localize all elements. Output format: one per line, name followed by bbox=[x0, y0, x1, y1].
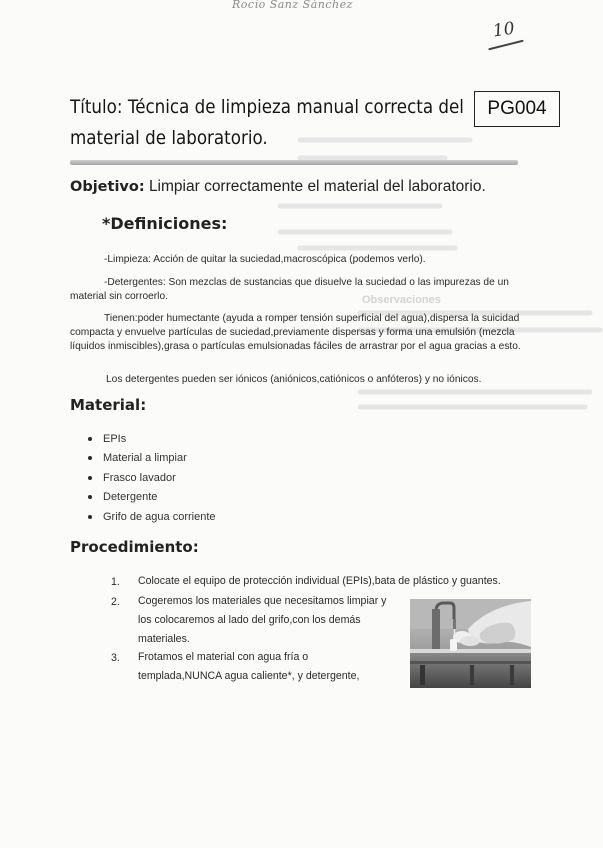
bullet-icon bbox=[88, 437, 92, 441]
material-item-label: Detergente bbox=[103, 491, 158, 504]
washing-hands-photo bbox=[410, 599, 531, 688]
material-item-label: Frasco lavador bbox=[103, 471, 176, 484]
sink-washing-illustration bbox=[410, 599, 531, 688]
title-line-2: material de laboratorio. bbox=[70, 127, 268, 149]
procedure-heading: Procedimiento: bbox=[70, 538, 199, 556]
material-item-label: Material a limpiar bbox=[103, 452, 187, 465]
material-item-label: EPIs bbox=[103, 433, 127, 445]
definition-detergentes: -Detergentes: Son mezclas de sustancias que disuelve la suciedad o las impurezas de un material sin corroerlo. bbox=[70, 277, 509, 302]
grade-handwritten: 10 bbox=[491, 18, 516, 42]
step-1-text bbox=[138, 572, 538, 591]
step-3-line-2: templada,NUNCA agua caliente*, y detergente, bbox=[138, 670, 360, 682]
step-3-text bbox=[138, 648, 408, 686]
bullet-icon bbox=[88, 456, 92, 460]
title-line-1: Título: Técnica de limpieza manual correcta del bbox=[70, 96, 464, 118]
material-item bbox=[88, 430, 216, 449]
material-list bbox=[88, 430, 216, 527]
bullet-icon bbox=[88, 515, 92, 519]
definition-limpieza: -Limpieza: Acción de quitar la suciedad,macroscópica (podemos verlo). bbox=[104, 254, 426, 265]
document-title bbox=[70, 92, 464, 154]
step-1-line-1: Colocate el equipo de protección individual (EPIs),bata de plástico y guantes. bbox=[138, 575, 501, 587]
material-item bbox=[88, 449, 216, 468]
show-through-heading: Observaciones bbox=[362, 294, 441, 306]
objective-label: Objetivo: bbox=[70, 179, 145, 195]
step-2-line-3: materiales. bbox=[138, 633, 190, 645]
objective-line bbox=[70, 178, 486, 196]
material-item bbox=[88, 508, 216, 527]
document-code-box: PG004 bbox=[474, 91, 560, 127]
step-2-text bbox=[138, 592, 408, 649]
definition-tienen: Tienen:poder humectante (ayuda a romper tensión superficial del agua),dispersa la suicidad compacta y envuelve partículas de suciedad,previamente dispersas y forma una emulsión (mezcla líquidos inmiscibles),grasa o partículas emulsionadas fáciles de arrastrar por el agua gracias a esto. bbox=[70, 313, 521, 352]
step-number-1: 1. bbox=[111, 576, 120, 588]
definitions-heading: *Definiciones: bbox=[102, 214, 228, 233]
bullet-icon bbox=[88, 495, 92, 499]
step-2-line-1: Cogeremos los materiales que necesitamos limpiar y bbox=[138, 595, 387, 607]
step-2-line-2: los colocaremos al lado del grifo,con los demás bbox=[138, 614, 361, 626]
step-number-2: 2. bbox=[111, 596, 120, 608]
material-item-label: Grifo de agua corriente bbox=[103, 510, 216, 523]
bullet-icon bbox=[88, 476, 92, 480]
material-item bbox=[88, 488, 216, 507]
definition-tipos-detergentes: Los detergentes pueden ser iónicos (aniónicos,catiónicos o anfóteros) y no iónicos. bbox=[106, 374, 482, 385]
material-heading: Material: bbox=[70, 396, 147, 414]
step-number-3: 3. bbox=[111, 652, 120, 664]
objective-text: Limpiar correctamente el material del laboratorio. bbox=[148, 178, 486, 195]
step-3-line-1: Frotamos el material con agua fría o bbox=[138, 651, 309, 663]
title-divider bbox=[70, 160, 518, 165]
material-item bbox=[88, 469, 216, 488]
student-name-handwritten: Rocío Sanz Sánchez bbox=[232, 0, 353, 11]
